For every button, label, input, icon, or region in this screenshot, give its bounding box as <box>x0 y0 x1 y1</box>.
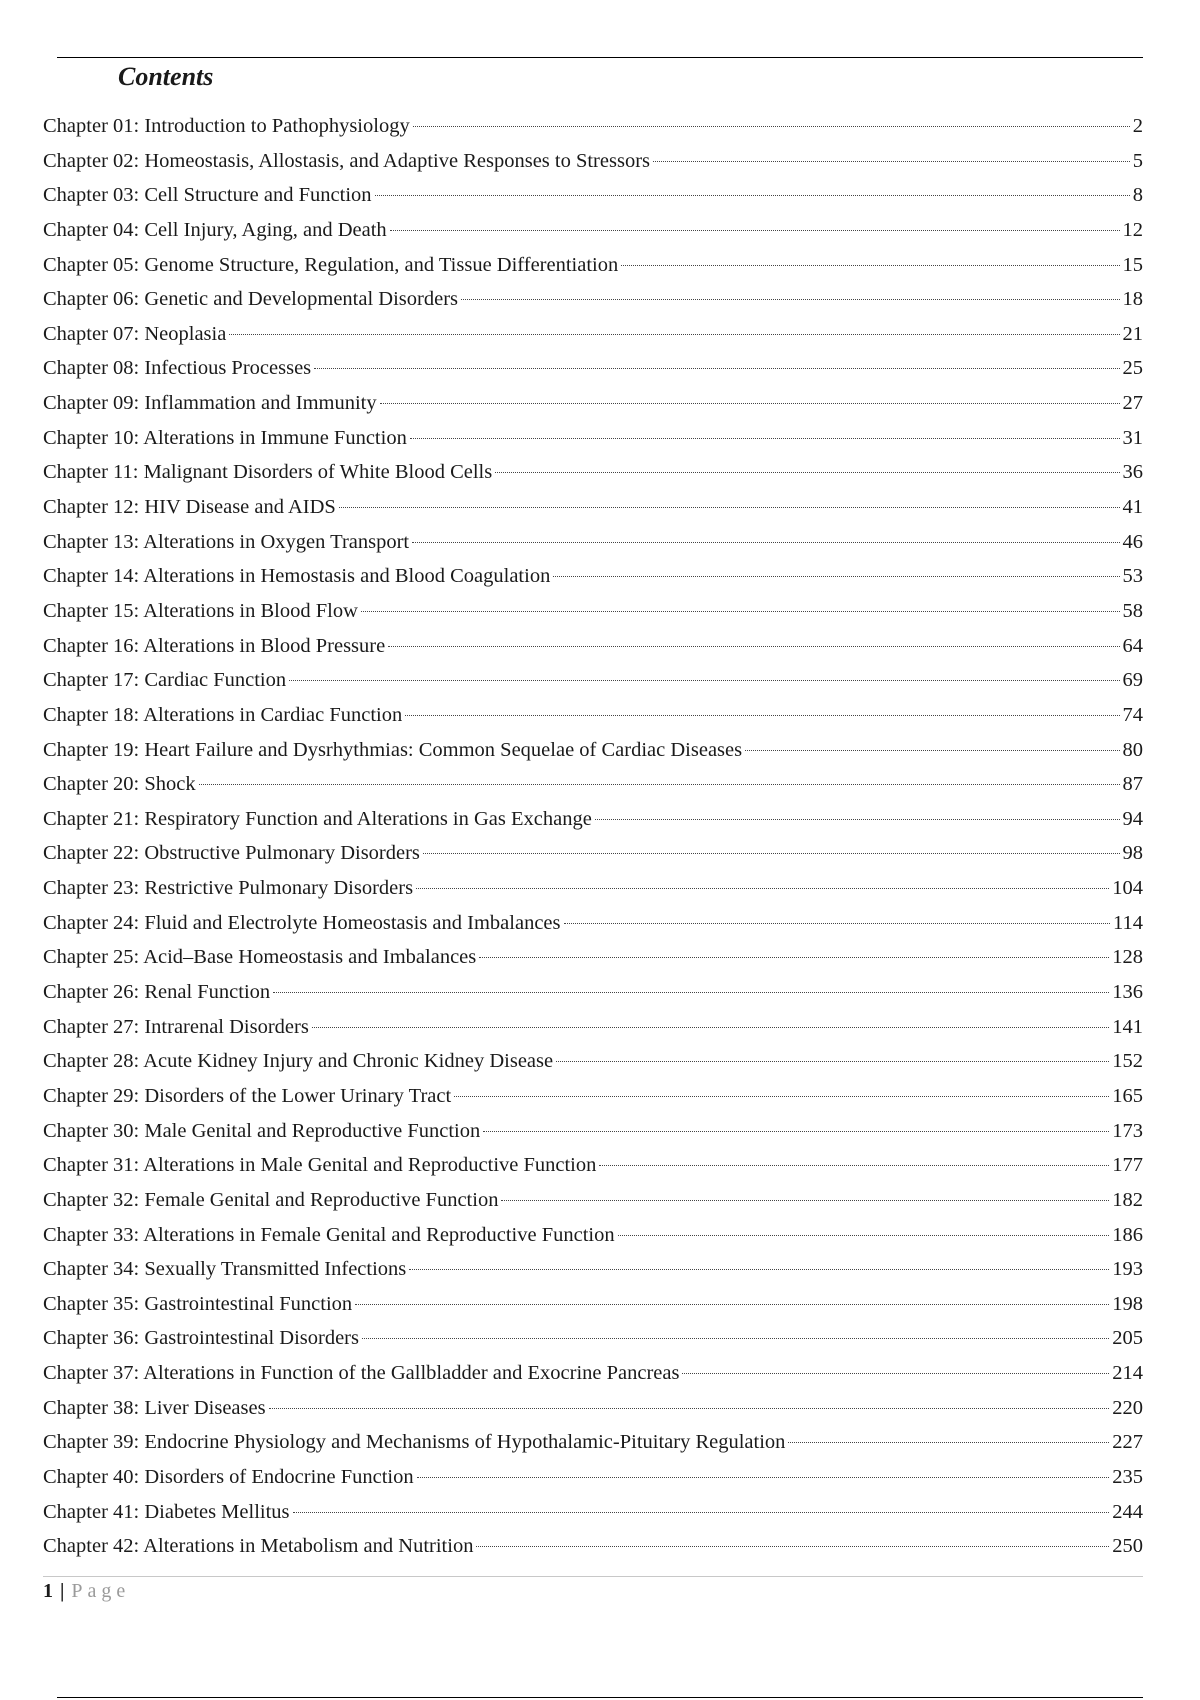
toc-dot-leader <box>355 1304 1109 1305</box>
toc-dot-leader <box>405 715 1119 716</box>
toc-entry-title: Chapter 16: Alterations in Blood Pressure <box>43 634 386 657</box>
top-rule <box>57 57 1143 58</box>
toc-entry-page: 41 <box>1122 496 1143 519</box>
toc-dot-leader <box>461 299 1120 300</box>
toc-entry-page: 104 <box>1112 877 1143 900</box>
toc-entry-title: Chapter 33: Alterations in Female Genital and Reproductive Function <box>43 1223 615 1246</box>
toc-entry-title: Chapter 23: Restrictive Pulmonary Disorders <box>43 877 414 900</box>
footer-rule <box>43 1576 1143 1577</box>
toc-entry-page: 152 <box>1112 1050 1143 1073</box>
toc-dot-leader <box>416 888 1109 889</box>
toc-dot-leader <box>289 680 1119 681</box>
toc-entry-title: Chapter 30: Male Genital and Reproductive Function <box>43 1119 481 1142</box>
toc-dot-leader <box>417 1477 1110 1478</box>
toc-dot-leader <box>388 646 1119 647</box>
toc-dot-leader <box>621 265 1119 266</box>
toc-dot-leader <box>788 1442 1109 1443</box>
toc-entry-title: Chapter 04: Cell Injury, Aging, and Death <box>43 218 387 241</box>
toc-entry-title: Chapter 27: Intrarenal Disorders <box>43 1015 309 1038</box>
toc-entry[interactable] <box>43 1397 1143 1432</box>
toc-entry[interactable] <box>43 427 1143 462</box>
toc-entry-title: Chapter 09: Inflammation and Immunity <box>43 392 377 415</box>
toc-entry-title: Chapter 08: Infectious Processes <box>43 357 312 380</box>
toc-entry-title: Chapter 05: Genome Structure, Regulation, and Tissue Differentiation <box>43 253 619 276</box>
toc-entry-title: Chapter 24: Fluid and Electrolyte Homeostasis and Imbalances <box>43 911 561 934</box>
toc-dot-leader <box>595 819 1120 820</box>
toc-entry-page: 250 <box>1112 1535 1143 1558</box>
toc-entry-page: 198 <box>1112 1292 1143 1315</box>
toc-entry-page: 69 <box>1122 669 1143 692</box>
footer-separator: | <box>60 1580 65 1602</box>
toc-entry-title: Chapter 21: Respiratory Function and Alterations in Gas Exchange <box>43 807 592 830</box>
toc-entry[interactable] <box>43 357 1143 392</box>
toc-dot-leader <box>564 923 1111 924</box>
toc-dot-leader <box>312 1027 1109 1028</box>
toc-entry-page: 227 <box>1112 1431 1143 1454</box>
toc-entry-title: Chapter 41: Diabetes Mellitus <box>43 1500 290 1523</box>
toc-entry-title: Chapter 03: Cell Structure and Function <box>43 184 372 207</box>
toc-dot-leader <box>599 1165 1109 1166</box>
toc-entry[interactable] <box>43 912 1143 947</box>
toc-dot-leader <box>199 784 1120 785</box>
toc-dot-leader <box>745 750 1119 751</box>
toc-entry-title: Chapter 42: Alterations in Metabolism and Nutrition <box>43 1535 474 1558</box>
toc-dot-leader <box>553 576 1119 577</box>
toc-entry-title: Chapter 31: Alterations in Male Genital and Reproductive Function <box>43 1154 597 1177</box>
toc-entry-title: Chapter 36: Gastrointestinal Disorders <box>43 1327 359 1350</box>
toc-entry-title: Chapter 13: Alterations in Oxygen Transport <box>43 530 410 553</box>
toc-entry[interactable] <box>43 496 1143 531</box>
toc-entry-page: 165 <box>1112 1084 1143 1107</box>
toc-entry-title: Chapter 17: Cardiac Function <box>43 669 287 692</box>
toc-entry-page: 193 <box>1112 1258 1143 1281</box>
toc-entry[interactable] <box>43 773 1143 808</box>
toc-entry-page: 114 <box>1113 911 1143 934</box>
toc-entry-page: 36 <box>1122 461 1143 484</box>
toc-entry[interactable] <box>43 1016 1143 1051</box>
toc-dot-leader <box>495 472 1119 473</box>
toc-entry-page: 94 <box>1122 807 1143 830</box>
toc-entry[interactable] <box>43 1431 1143 1466</box>
toc-entry-title: Chapter 39: Endocrine Physiology and Mechanisms of Hypothalamic-Pituitary Regulation <box>43 1431 786 1454</box>
toc-entry[interactable] <box>43 392 1143 427</box>
toc-entry-page: 58 <box>1122 599 1143 622</box>
toc-entry[interactable] <box>43 1258 1143 1293</box>
toc-entry[interactable] <box>43 877 1143 912</box>
toc-dot-leader <box>293 1512 1110 1513</box>
toc-entry[interactable] <box>43 981 1143 1016</box>
toc-entry-page: 5 <box>1132 149 1143 172</box>
toc-entry-page: 74 <box>1122 703 1143 726</box>
toc-entry-title: Chapter 38: Liver Diseases <box>43 1396 266 1419</box>
toc-entry-page: 53 <box>1122 565 1143 588</box>
toc-entry[interactable] <box>43 669 1143 704</box>
toc-entry[interactable] <box>43 1050 1143 1085</box>
toc-entry-page: 46 <box>1122 530 1143 553</box>
toc-entry-page: 87 <box>1122 773 1143 796</box>
toc-entry[interactable] <box>43 531 1143 566</box>
toc-entry[interactable] <box>43 1189 1143 1224</box>
toc-entry-title: Chapter 40: Disorders of Endocrine Function <box>43 1465 414 1488</box>
toc-entry[interactable] <box>43 1224 1143 1259</box>
toc-entry-page: 235 <box>1112 1465 1143 1488</box>
toc-dot-leader <box>375 195 1130 196</box>
toc-entry-title: Chapter 25: Acid–Base Homeostasis and Imbalances <box>43 946 477 969</box>
toc-dot-leader <box>314 368 1119 369</box>
toc-entry-title: Chapter 01: Introduction to Pathophysiology <box>43 115 410 137</box>
toc-entry-page: 25 <box>1122 357 1143 380</box>
toc-dot-leader <box>454 1096 1109 1097</box>
toc-entry-title: Chapter 19: Heart Failure and Dysrhythmias: Common Sequelae of Cardiac Diseases <box>43 738 743 761</box>
toc-entry-title: Chapter 28: Acute Kidney Injury and Chronic Kidney Disease <box>43 1050 554 1073</box>
toc-entry[interactable] <box>43 184 1143 219</box>
toc-entry-page: 136 <box>1112 981 1143 1004</box>
toc-dot-leader <box>479 957 1109 958</box>
page-title: Contents <box>118 62 214 91</box>
toc-entry[interactable] <box>43 739 1143 774</box>
toc-entry[interactable] <box>43 1120 1143 1155</box>
toc-entry[interactable] <box>43 946 1143 981</box>
toc-entry-title: Chapter 14: Alterations in Hemostasis and Blood Coagulation <box>43 565 551 588</box>
toc-entry-page: 205 <box>1112 1327 1143 1350</box>
toc-entry-title: Chapter 34: Sexually Transmitted Infections <box>43 1258 407 1281</box>
toc-dot-leader <box>501 1200 1109 1201</box>
page-number: 1 <box>43 1580 53 1602</box>
toc-dot-leader <box>273 992 1109 993</box>
toc-entry[interactable] <box>43 219 1143 254</box>
table-of-contents <box>43 115 1143 1570</box>
toc-entry-page: 186 <box>1112 1223 1143 1246</box>
toc-dot-leader <box>380 403 1120 404</box>
toc-dot-leader <box>618 1235 1110 1236</box>
toc-entry-page: 27 <box>1122 392 1143 415</box>
toc-entry-title: Chapter 06: Genetic and Developmental Disorders <box>43 288 458 311</box>
toc-dot-leader <box>339 507 1120 508</box>
toc-entry[interactable] <box>43 1154 1143 1189</box>
toc-dot-leader <box>410 438 1120 439</box>
toc-entry-title: Chapter 11: Malignant Disorders of White Blood Cells <box>43 461 493 484</box>
toc-entry-page: 15 <box>1122 253 1143 276</box>
toc-entry[interactable] <box>43 1293 1143 1328</box>
toc-entry[interactable] <box>43 842 1143 877</box>
toc-entry-title: Chapter 29: Disorders of the Lower Urinary Tract <box>43 1084 452 1107</box>
toc-entry-title: Chapter 07: Neoplasia <box>43 322 227 345</box>
toc-entry[interactable] <box>43 808 1143 843</box>
toc-entry[interactable] <box>43 1535 1143 1570</box>
toc-entry-page: 128 <box>1112 946 1143 969</box>
toc-entry-page: 8 <box>1132 184 1143 207</box>
toc-dot-leader <box>682 1373 1109 1374</box>
toc-entry-page: 12 <box>1122 218 1143 241</box>
toc-entry[interactable] <box>43 323 1143 358</box>
toc-dot-leader <box>390 230 1120 231</box>
toc-entry-page: 18 <box>1122 288 1143 311</box>
toc-entry-title: Chapter 22: Obstructive Pulmonary Disorders <box>43 842 420 865</box>
toc-entry[interactable] <box>43 600 1143 635</box>
toc-entry[interactable] <box>43 150 1143 185</box>
toc-entry[interactable] <box>43 1501 1143 1536</box>
toc-entry-title: Chapter 26: Renal Function <box>43 981 271 1004</box>
toc-entry-title: Chapter 20: Shock <box>43 773 196 796</box>
toc-dot-leader <box>409 1269 1109 1270</box>
toc-entry[interactable] <box>43 635 1143 670</box>
toc-dot-leader <box>476 1546 1109 1547</box>
bottom-rule <box>57 1697 1143 1698</box>
toc-entry-title: Chapter 18: Alterations in Cardiac Function <box>43 703 403 726</box>
toc-entry[interactable] <box>43 1327 1143 1362</box>
toc-entry[interactable] <box>43 115 1143 150</box>
toc-entry-title: Chapter 15: Alterations in Blood Flow <box>43 599 358 622</box>
toc-entry-page: 177 <box>1112 1154 1143 1177</box>
toc-dot-leader <box>229 334 1119 335</box>
toc-entry-page: 31 <box>1122 426 1143 449</box>
toc-entry-page: 80 <box>1122 738 1143 761</box>
toc-entry-title: Chapter 32: Female Genital and Reproductive Function <box>43 1188 499 1211</box>
toc-entry-page: 214 <box>1112 1362 1143 1385</box>
toc-entry-page: 21 <box>1122 322 1143 345</box>
toc-entry[interactable] <box>43 565 1143 600</box>
toc-entry[interactable] <box>43 288 1143 323</box>
toc-entry-page: 173 <box>1112 1119 1143 1142</box>
toc-dot-leader <box>269 1408 1110 1409</box>
page-label: Page <box>71 1580 131 1602</box>
toc-entry[interactable] <box>43 1085 1143 1120</box>
toc-entry-page: 98 <box>1122 842 1143 865</box>
toc-entry[interactable] <box>43 461 1143 496</box>
page-footer <box>43 1580 130 1603</box>
toc-entry-page: 244 <box>1112 1500 1143 1523</box>
toc-dot-leader <box>556 1061 1109 1062</box>
toc-entry[interactable] <box>43 1466 1143 1501</box>
toc-entry[interactable] <box>43 704 1143 739</box>
toc-entry-page: 141 <box>1112 1015 1143 1038</box>
toc-dot-leader <box>362 1338 1109 1339</box>
toc-entry-page: 220 <box>1112 1396 1143 1419</box>
toc-entry-title: Chapter 12: HIV Disease and AIDS <box>43 496 336 519</box>
toc-dot-leader <box>412 542 1119 543</box>
toc-entry[interactable] <box>43 1362 1143 1397</box>
toc-dot-leader <box>483 1131 1109 1132</box>
toc-dot-leader <box>413 126 1130 127</box>
toc-entry-page: 2 <box>1132 115 1143 137</box>
toc-entry[interactable] <box>43 254 1143 289</box>
toc-dot-leader <box>653 161 1130 162</box>
toc-dot-leader <box>423 853 1120 854</box>
toc-entry-title: Chapter 37: Alterations in Function of the Gallbladder and Exocrine Pancreas <box>43 1362 680 1385</box>
toc-entry-page: 64 <box>1122 634 1143 657</box>
toc-entry-page: 182 <box>1112 1188 1143 1211</box>
toc-entry-title: Chapter 10: Alterations in Immune Function <box>43 426 407 449</box>
toc-entry-title: Chapter 02: Homeostasis, Allostasis, and Adaptive Responses to Stressors <box>43 149 650 172</box>
toc-dot-leader <box>361 611 1120 612</box>
toc-entry-title: Chapter 35: Gastrointestinal Function <box>43 1292 353 1315</box>
